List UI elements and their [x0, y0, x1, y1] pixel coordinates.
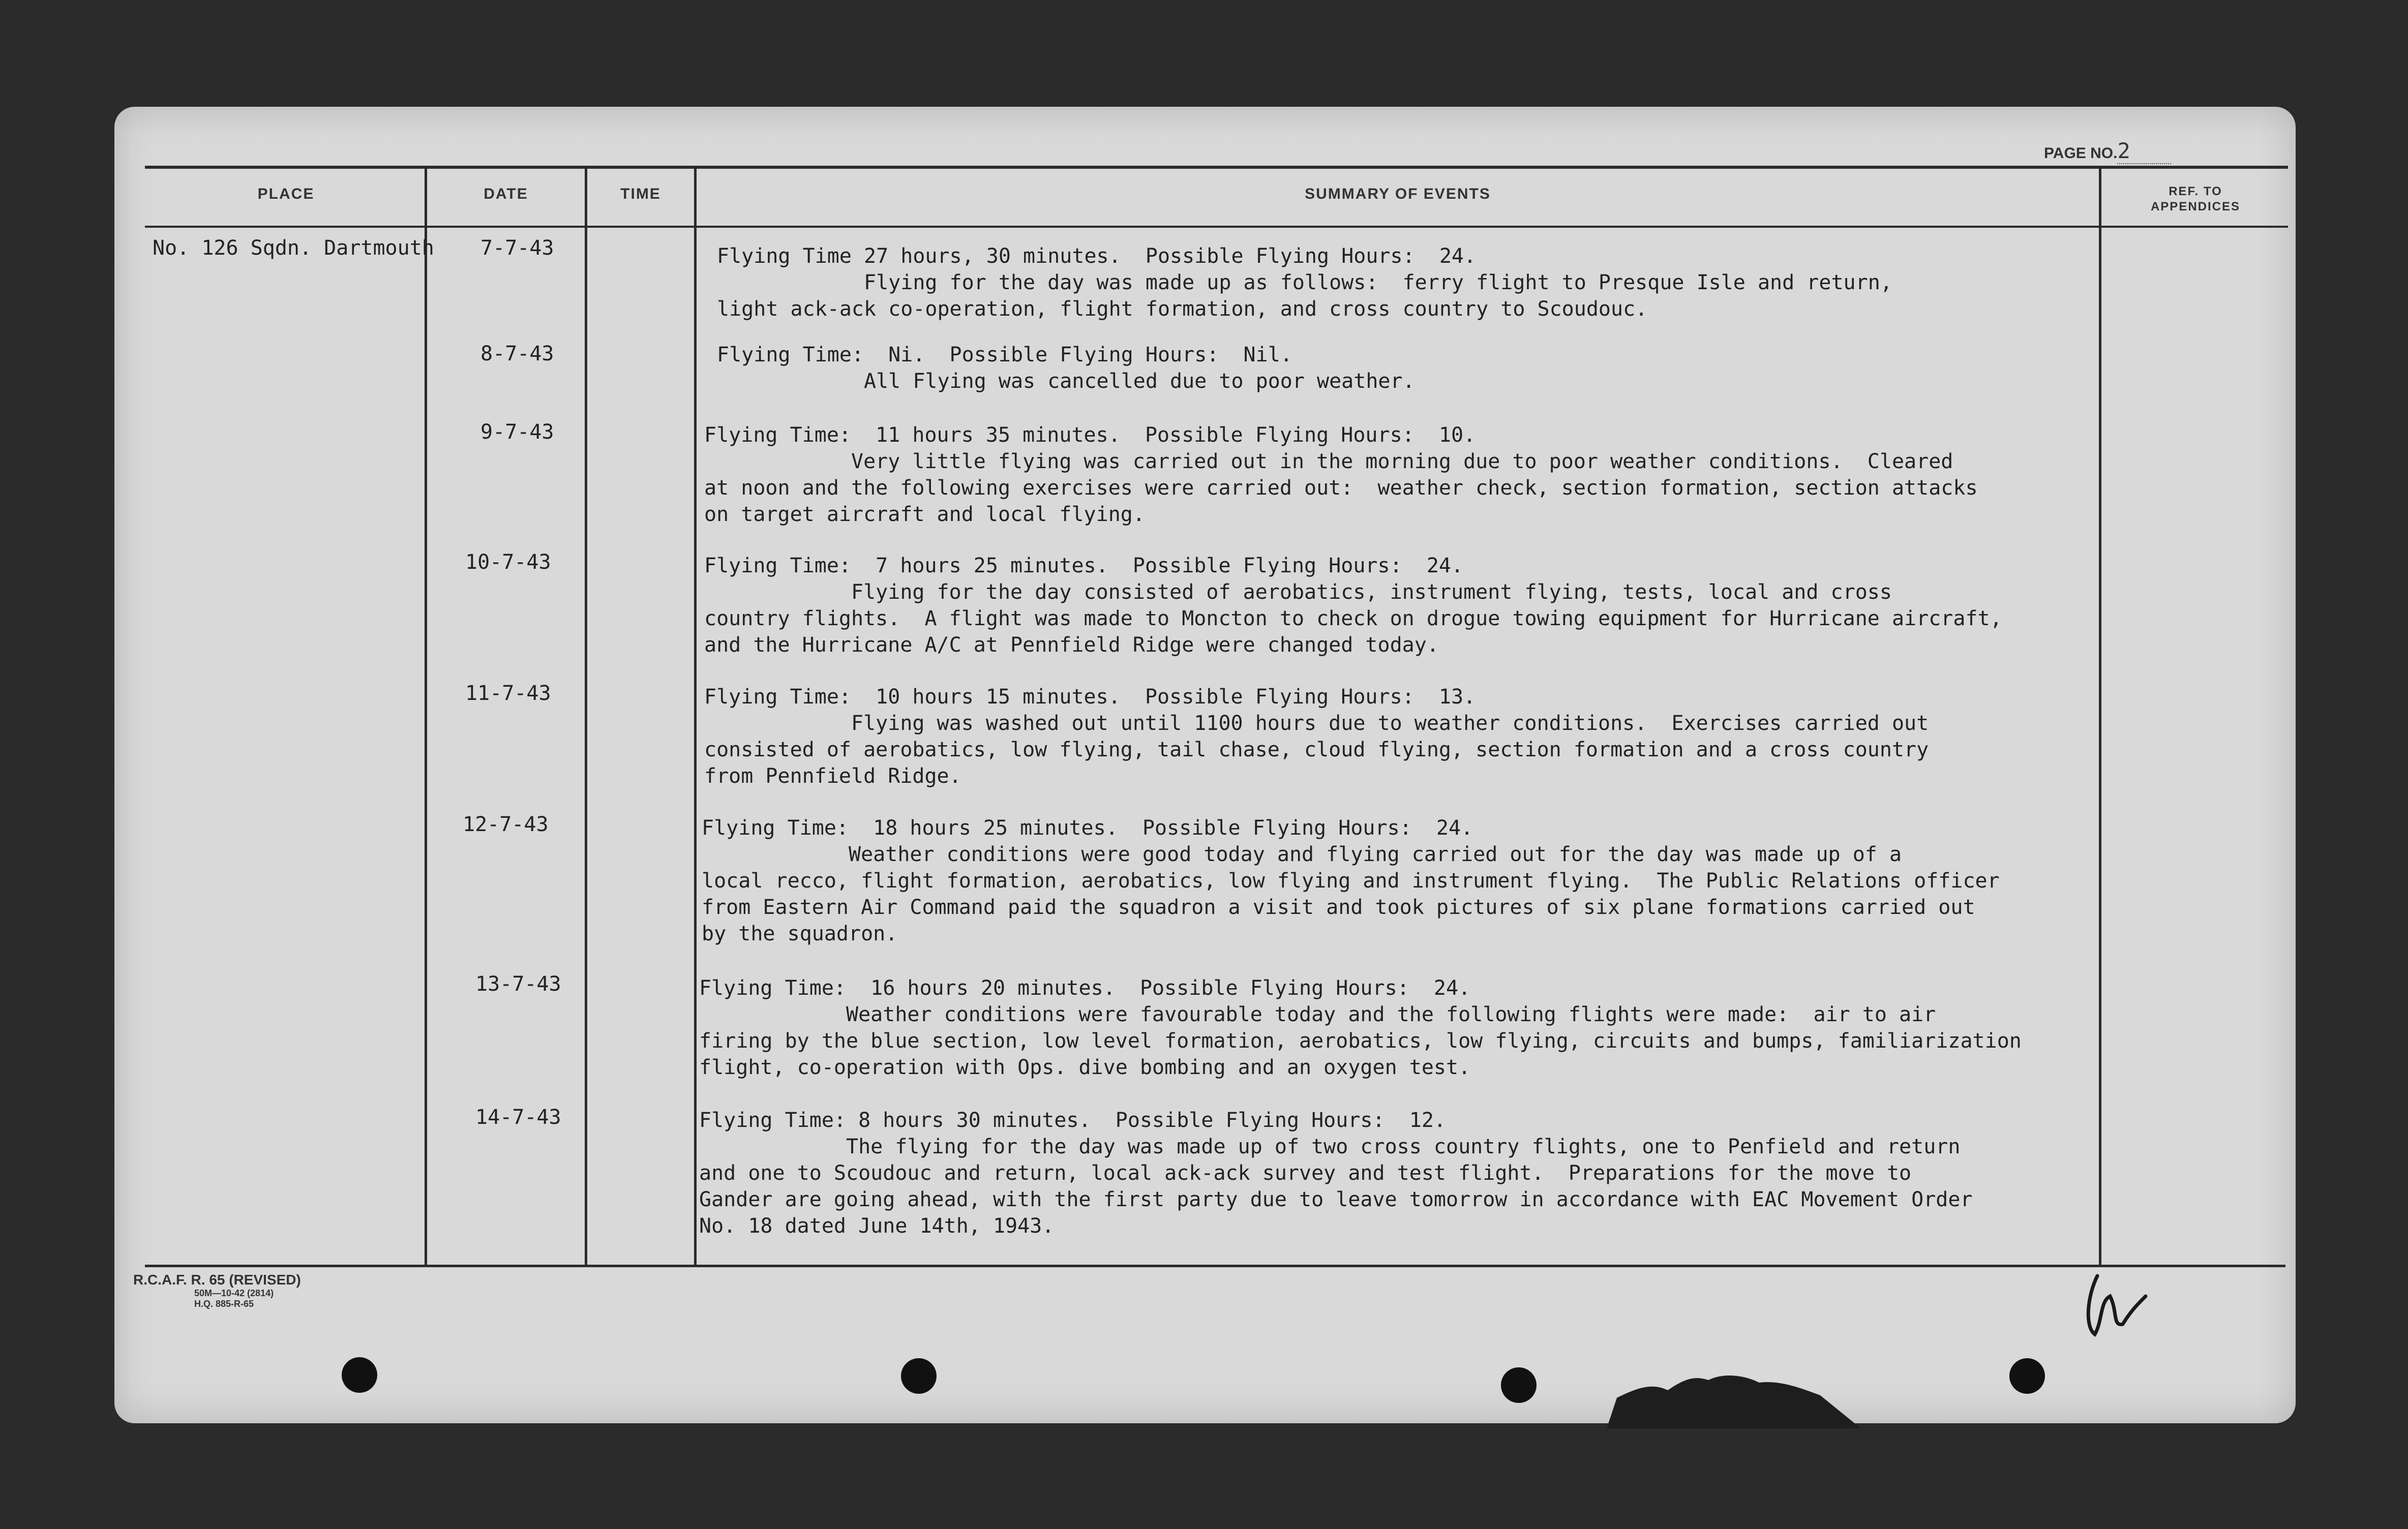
binder-hole: [342, 1357, 377, 1393]
entry-line: All Flying was cancelled due to poor weather.: [717, 370, 1415, 393]
entry-date: 14-7-43: [475, 1106, 561, 1129]
entry-line: Flying was washed out until 1100 hours due to weather conditions. Exercises carried out: [704, 712, 1929, 735]
table-top-rule: [145, 166, 2288, 169]
entry-date: 8-7-43: [480, 342, 554, 365]
entry-line: Very little flying was carried out in the morning due to poor weather conditions. Cleared: [704, 450, 1953, 473]
entry-line: and the Hurricane A/C at Pennfield Ridge were changed today.: [704, 633, 1439, 657]
entry-line: firing by the blue section, low level formation, aerobatics, low flying, circuits and bumps, familiarization: [699, 1029, 2022, 1053]
initials-mark: [2082, 1266, 2153, 1342]
torn-edge: [1607, 1352, 1861, 1428]
column-header-ref: [2101, 184, 2290, 215]
col-divider-time: [694, 169, 697, 1265]
column-header-ref-line2: APPENDICES: [2150, 200, 2241, 213]
entry-line: on target aircraft and local flying.: [704, 503, 1145, 526]
entry-line: Flying Time 27 hours, 30 minutes. Possible Flying Hours: 24.: [717, 244, 1477, 268]
entry-line: Weather conditions were favourable today and the following flights were made: air to air: [699, 1003, 1936, 1026]
entry-line: from Pennfield Ridge.: [704, 764, 961, 788]
entry-line: Gander are going ahead, with the first party due to leave tomorrow in accordance with EAC Movement Order: [699, 1188, 1973, 1211]
column-header-time: TIME: [620, 186, 661, 202]
table-bottom-rule: [145, 1265, 2285, 1267]
col-divider-place: [425, 169, 427, 1265]
entry-line: Flying Time: 16 hours 20 minutes. Possible Flying Hours: 24.: [699, 976, 1471, 1000]
entry-line: Flying Time: 8 hours 30 minutes. Possible Flying Hours: 12.: [699, 1109, 1447, 1132]
entry-line: Flying Time: Ni. Possible Flying Hours: Nil.: [717, 343, 1292, 366]
entry-line: light ack-ack co-operation, flight formation, and cross country to Scoudouc.: [717, 297, 1648, 321]
entry-line: by the squadron.: [702, 922, 898, 945]
entry-date: 9-7-43: [480, 420, 554, 444]
column-header-ref-line1: REF. TO: [2169, 185, 2222, 198]
binder-hole: [2009, 1358, 2045, 1394]
form-footer: [133, 1272, 301, 1309]
header-bottom-rule: [145, 226, 2288, 228]
entry-line: Flying Time: 7 hours 25 minutes. Possible Flying Hours: 24.: [704, 554, 1464, 577]
entry-date: 11-7-43: [465, 682, 551, 705]
entry-date: 7-7-43: [480, 236, 554, 260]
entry-line: local recco, flight formation, aerobatics, low flying and instrument flying. The Public Relations officer: [702, 869, 2000, 893]
form-print-code: 50M—10-42 (2814): [194, 1288, 274, 1298]
entry-line: consisted of aerobatics, low flying, tail chase, cloud flying, section formation and a cross country: [704, 738, 1929, 761]
form-number: R.C.A.F. R. 65 (REVISED): [133, 1272, 301, 1288]
col-divider-date: [585, 169, 587, 1265]
entry-line: Flying for the day was made up as follows: ferry flight to Presque Isle and return,: [717, 271, 1892, 294]
page-number: [2044, 138, 2171, 163]
entry-line: at noon and the following exercises were carried out: weather check, section formation, section attacks: [704, 476, 1978, 500]
entry-date: 13-7-43: [475, 972, 561, 996]
entry-date: 12-7-43: [463, 813, 549, 836]
entry-line: Weather conditions were good today and flying carried out for the day was made up of a: [702, 843, 1902, 866]
entry-line: flight, co-operation with Ops. dive bombing and an oxygen test.: [699, 1056, 1471, 1079]
column-header-place: PLACE: [257, 186, 315, 202]
entry-line: Flying for the day consisted of aerobatics, instrument flying, tests, local and cross: [704, 580, 1892, 604]
entry-line: Flying Time: 18 hours 25 minutes. Possible Flying Hours: 24.: [702, 816, 1473, 840]
entry-line: from Eastern Air Command paid the squadron a visit and took pictures of six plane formations carried out: [702, 896, 1975, 919]
binder-hole: [901, 1358, 937, 1394]
entry-line: country flights. A flight was made to Moncton to check on drogue towing equipment for Hurricane aircraft,: [704, 607, 2002, 630]
column-header-date: DATE: [484, 186, 528, 202]
entry-date: 10-7-43: [465, 551, 551, 574]
entry-line: Flying Time: 10 hours 15 minutes. Possible Flying Hours: 13.: [704, 685, 1476, 709]
page-number-label: PAGE NO.: [2044, 145, 2118, 162]
entry-line: The flying for the day was made up of two cross country flights, one to Penfield and return: [699, 1135, 1961, 1158]
page-number-value: 2: [2117, 138, 2171, 164]
column-header-summary: SUMMARY OF EVENTS: [1305, 186, 1491, 202]
entry-line: Flying Time: 11 hours 35 minutes. Possible Flying Hours: 10.: [704, 423, 1476, 447]
entry-line: and one to Scoudouc and return, local ack-ack survey and test flight. Preparations for the move to: [699, 1161, 1912, 1185]
col-divider-summary: [2099, 169, 2101, 1267]
form-hq-code: H.Q. 885-R-65: [194, 1299, 254, 1309]
binder-hole: [1501, 1367, 1537, 1403]
place-cell: No. 126 Sqdn. Dartmouth: [153, 236, 434, 260]
entry-line: No. 18 dated June 14th, 1943.: [699, 1214, 1055, 1238]
